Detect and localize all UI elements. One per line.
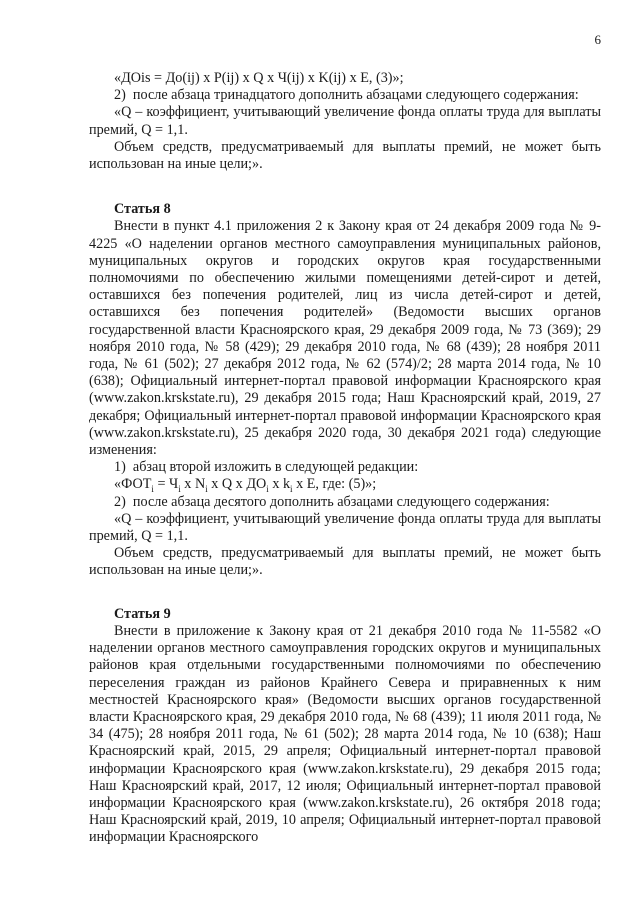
funds-paragraph: Объем средств, предусматриваемый для выплаты премий, не может быть использован на иные цели;». (89, 138, 601, 173)
list-item-paragraph: 2) после абзаца тринадцатого дополнить абзацами следующего содержания: (114, 87, 579, 104)
list-item-paragraph: 2) после абзаца десятого дополнить абзацами следующего содержания: (114, 493, 550, 510)
document-body (89, 70, 601, 847)
article-heading: Статья 8 (114, 201, 171, 218)
article-body-paragraph: Внести в пункт 4.1 приложения 2 к Закону края от 24 декабря 2009 года № 9-4225 «О наделении органов местного самоуправления муниципальных районов, муниципальных округов и городских округов края государственными полномочиями по обеспечению жилыми помещениями детей-сирот и детей, оставшихся без попечения родителей, лиц из числа детей-сирот и детей, оставшихся без попечения родителей» (Ведомости высших органов государственной власти Красноярского края, 29 декабря 2009 года, № 73 (369); 29 ноября 2010 года, № 58 (429); 29 декабря 2010 года, № 68 (439); 28 ноября 2011 года, № 61 (502); 27 декабря 2012 года, № 62 (574)/2; 28 марта 2014 года, № 10 (638); Официальный интернет-портал правовой информации Красноярского края (www.zakon.krskstate.ru), 29 декабря 2015 года; Наш Красноярский край, 2019, 27 декабря; Официальный интернет-портал правовой информации Красноярского края (www.zakon.krskstate.ru), 25 декабря 2020 года, 30 декабря 2021 года) следующие изменения: (89, 218, 601, 459)
formula-paragraph: «ДОis = До(ij) x P(ij) x Q x Ч(ij) x K(ij) x E, (3)»; (114, 70, 404, 86)
article-heading: Статья 9 (114, 605, 171, 622)
page-number: 6 (594, 32, 601, 47)
article-body-paragraph: Внести в приложение к Закону края от 21 декабря 2010 года № 11-5582 «О наделении органов местного самоуправления городских округов и муниципальных районов края отдельными государственными полномочиями по обеспечению переселения граждан из районов Крайнего Севера и приравненных к ним местностей Красноярского края» (Ведомости высших органов государственной власти Красноярского края, 29 декабря 2010 года, № 68 (439); 11 июля 2011 года, № 34 (475); 28 ноября 2011 года, № 61 (502); 28 марта 2014 года, № 10 (638); Наш Красноярский край, 2015, 29 апреля; Официальный интернет-портал правовой информации Красноярского края (www.zakon.krskstate.ru), 29 декабря 2015 года; Наш Красноярский край, 2017, 12 июля; Официальный интернет-портал правовой информации Красноярского края (www.zakon.krskstate.ru), 26 октября 2018 года; Наш Красноярский край, 2019, 10 апреля; Официальный интернет-портал правовой информации Красноярского (89, 622, 601, 846)
coefficient-paragraph: «Q – коэффициент, учитывающий увеличение фонда оплаты труда для выплаты премий, Q = 1,1. (89, 510, 601, 545)
formula-paragraph: «$ФОТ_i = Ч_i$ x $N_i$ x Q x $ДО_i$ x $k_i$ x E, где: (5)»; (114, 476, 377, 495)
coefficient-paragraph: «Q – коэффициент, учитывающий увеличение фонда оплаты труда для выплаты премий, Q = 1,1. (89, 104, 601, 138)
list-item-paragraph: 1) абзац второй изложить в следующей редакции: (114, 459, 419, 476)
funds-paragraph: Объем средств, предусматриваемый для выплаты премий, не может быть использован на иные цели;». (89, 545, 601, 579)
